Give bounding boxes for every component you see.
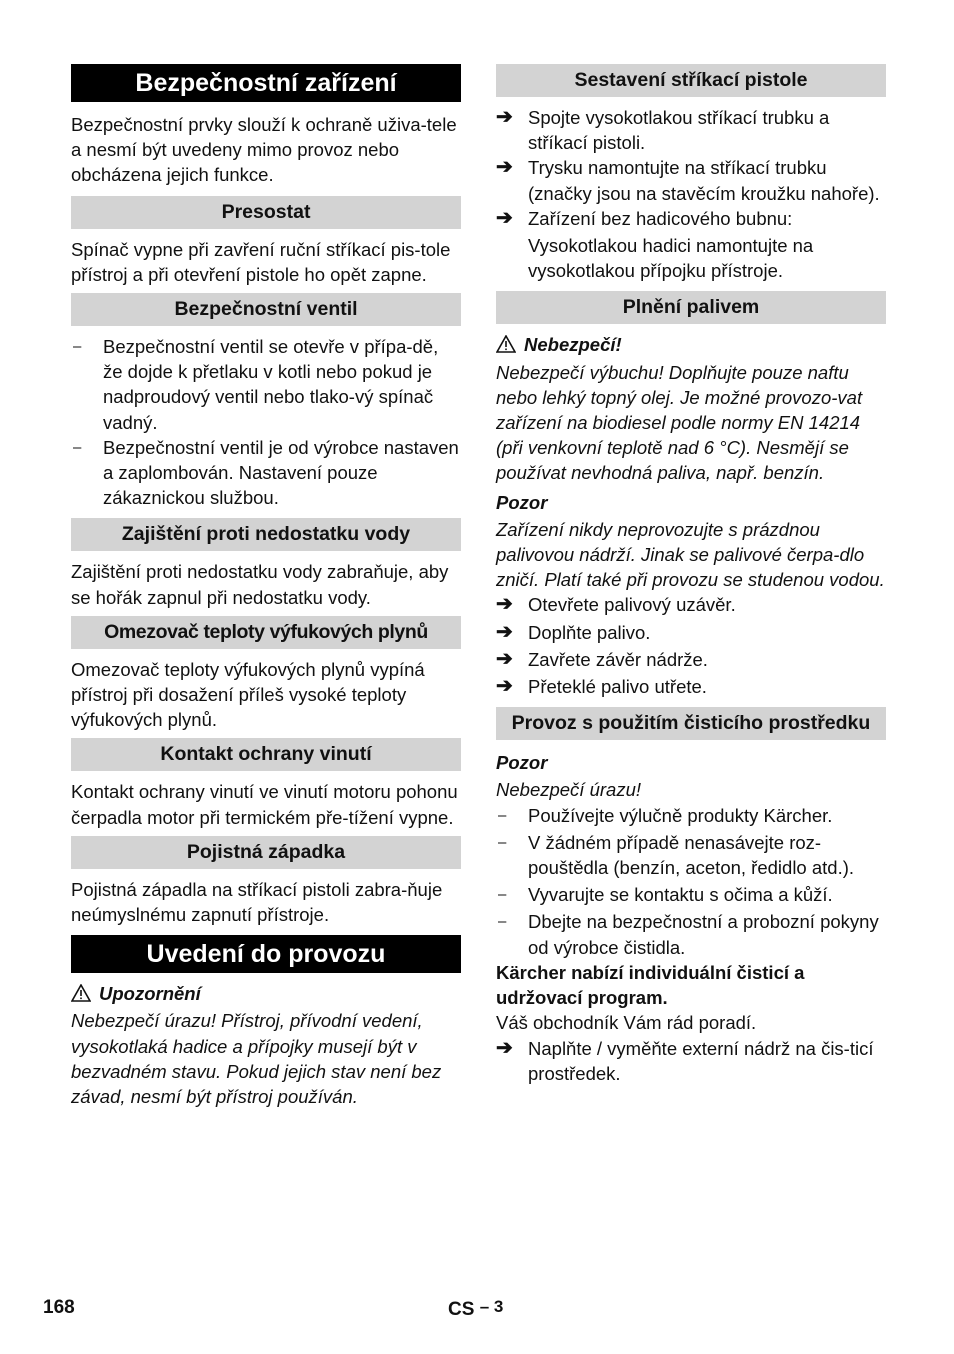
dash-bullet: – <box>498 806 507 824</box>
arrow-bullet-icon: ➔ <box>496 647 513 670</box>
footer-language: CS – 3 <box>448 1297 504 1320</box>
list-item: ➔ Naplňte / vyměňte externí nádrž na čis-ticí prostředek. <box>496 1036 874 1084</box>
heading-winding-protection: Kontakt ochrany vinutí <box>71 738 461 771</box>
heading-detergent-operation: Provoz s použitím čisticího prostředku <box>496 707 886 740</box>
arrow-bullet-icon: ➔ <box>496 620 513 643</box>
list-item: – Vyvarujte se kontaktu s očima a kůží. <box>496 882 886 907</box>
warning-triangle-icon <box>496 335 516 353</box>
arrow-bullet-icon: ➔ <box>496 1036 513 1059</box>
list-item: ➔ Zařízení bez hadicového bubnu: <box>496 206 886 231</box>
left-column <box>71 64 461 1109</box>
karcher-offer-text: Kärcher nabízí individuální čisticí a udržovací program. <box>496 961 805 1009</box>
list-item: ➔ Otevřete palivový uzávěr. <box>496 592 886 617</box>
arrow-bullet-icon: ➔ <box>496 593 513 616</box>
caution-text: Zařízení nikdy neprovozujte s prázdnou palivovou nádrží. Jinak se palivové čerpa-dlo zničí. Platí také při provozu se studenou vodou. <box>496 518 885 591</box>
heading-fuel-filling: Plnění palivem <box>496 291 886 324</box>
safety-latch-text: Pojistná západla na stříkací pistoli zabra-ňuje neúmyslnému zapnutí přístroje. <box>71 878 443 926</box>
arrow-bullet-icon: ➔ <box>496 675 513 698</box>
heading-water-shortage: Zajištění proti nedostatku vody <box>71 518 461 551</box>
dash-bullet: – <box>498 833 507 851</box>
list-item: ➔ Zavřete závěr nádrže. <box>496 647 886 672</box>
list-item: ➔ Doplňte palivo. <box>496 620 886 645</box>
heading-exhaust-limiter: Omezovač teploty výfukových plynů <box>71 616 461 649</box>
dash-bullet: – <box>498 913 507 931</box>
list-item: – Bezpečnostní ventil se otevře v přípa-dě, že dojde k přetlaku v kotli nebo pokud je nadproudový ventil nebo tlako-vý spínač vadný. <box>73 336 439 433</box>
exhaust-limiter-text: Omezovač teploty výfukových plynů vypíná přístroj při dosažení příleš vysoké teploty výfukových plynů. <box>71 658 425 731</box>
presostat-text: Spínač vypne při zavření ruční stříkací pis-tole přístroj a při otevření pistole ho opět zapne. <box>71 238 451 285</box>
list-item: – V žádném případě nenasávejte roz-pouštědla (benzín, aceton, ředidlo atd.). <box>498 831 855 879</box>
right-column <box>496 64 886 1086</box>
list-item: ➔ Spojte vysokotlakou stříkací trubku a stříkací pistoli. <box>496 106 830 154</box>
danger-label: Nebezpečí! <box>496 332 886 357</box>
heading-startup: Uvedení do provozu <box>71 935 461 973</box>
danger-text: Nebezpečí výbuchu! Doplňujte pouze naftu nebo lehký topný olej. Je možné provozo-vat zařízení na biodiesel podle normy EN 14214 (při venkovní teplotě nad 6 °C). Nesmějí se používat nevhodná paliva, např. benzín. <box>496 361 863 484</box>
list-item: – Používejte výlučně produkty Kärcher. <box>496 803 886 828</box>
heading-presostat: Presostat <box>71 196 461 229</box>
warning-text: Nebezpečí úrazu! Přístroj, přívodní vedení, vysokotlaká hadice a přípojky musejí být v bezvadném stavu. Pokud jejich stav není bez závad, nesmí být přístroj používán. <box>71 1010 442 1108</box>
list-item: ➔ Trysku namontujte na stříkací trubku (značky jsou na stavěcím kroužku nahoře). <box>496 156 880 204</box>
caution-label: Pozor <box>496 752 548 774</box>
warning-triangle-icon <box>71 984 91 1002</box>
heading-gun-assembly: Sestavení stříkací pistole <box>496 64 886 97</box>
caution-label: Pozor <box>496 491 548 513</box>
dealer-text: Váš obchodník Vám rád poradí. <box>496 1012 757 1034</box>
dash-bullet: – <box>73 438 82 456</box>
warning-label: Upozornění <box>71 981 461 1006</box>
water-shortage-text: Zajištění proti nedostatku vody zabraňuje, aby se hořák zapnul při nedostatku vody. <box>71 561 449 608</box>
list-item: ➔ Přeteklé palivo utřete. <box>496 674 886 699</box>
page-number: 168 <box>43 1297 75 1318</box>
arrow-bullet-icon: ➔ <box>496 106 513 128</box>
arrow-bullet-icon: ➔ <box>496 206 513 229</box>
safety-intro-text: Bezpečnostní prvky slouží k ochraně uživa-tele a nesmí být uvedeny mimo provoz nebo obcházena jejich funkce. <box>71 114 457 186</box>
heading-safety-devices: Bezpečnostní zařízení <box>71 64 461 102</box>
arrow-bullet-icon: ➔ <box>496 156 513 179</box>
heading-safety-valve: Bezpečnostní ventil <box>71 293 461 326</box>
caution-text: Nebezpečí úrazu! <box>496 779 642 801</box>
dash-bullet: – <box>498 886 507 904</box>
winding-protection-text: Kontakt ochrany vinutí ve vinutí motoru pohonu čerpadla motor při termickém pře-tížení vypne. <box>71 781 458 828</box>
list-item: – Bezpečnostní ventil je od výrobce nastaven a zaplombován. Nastavení pouze zákaznickou službou. <box>73 436 459 509</box>
list-item: – Dbejte na bezpečnostní a probozní pokyny od výrobce čistidla. <box>498 911 879 958</box>
heading-safety-latch: Pojistná západka <box>71 836 461 869</box>
dash-bullet: – <box>73 338 82 356</box>
gun-note-text: Vysokotlakou hadici namontujte na vysokotlakou přípojku přístroje. <box>528 235 814 282</box>
